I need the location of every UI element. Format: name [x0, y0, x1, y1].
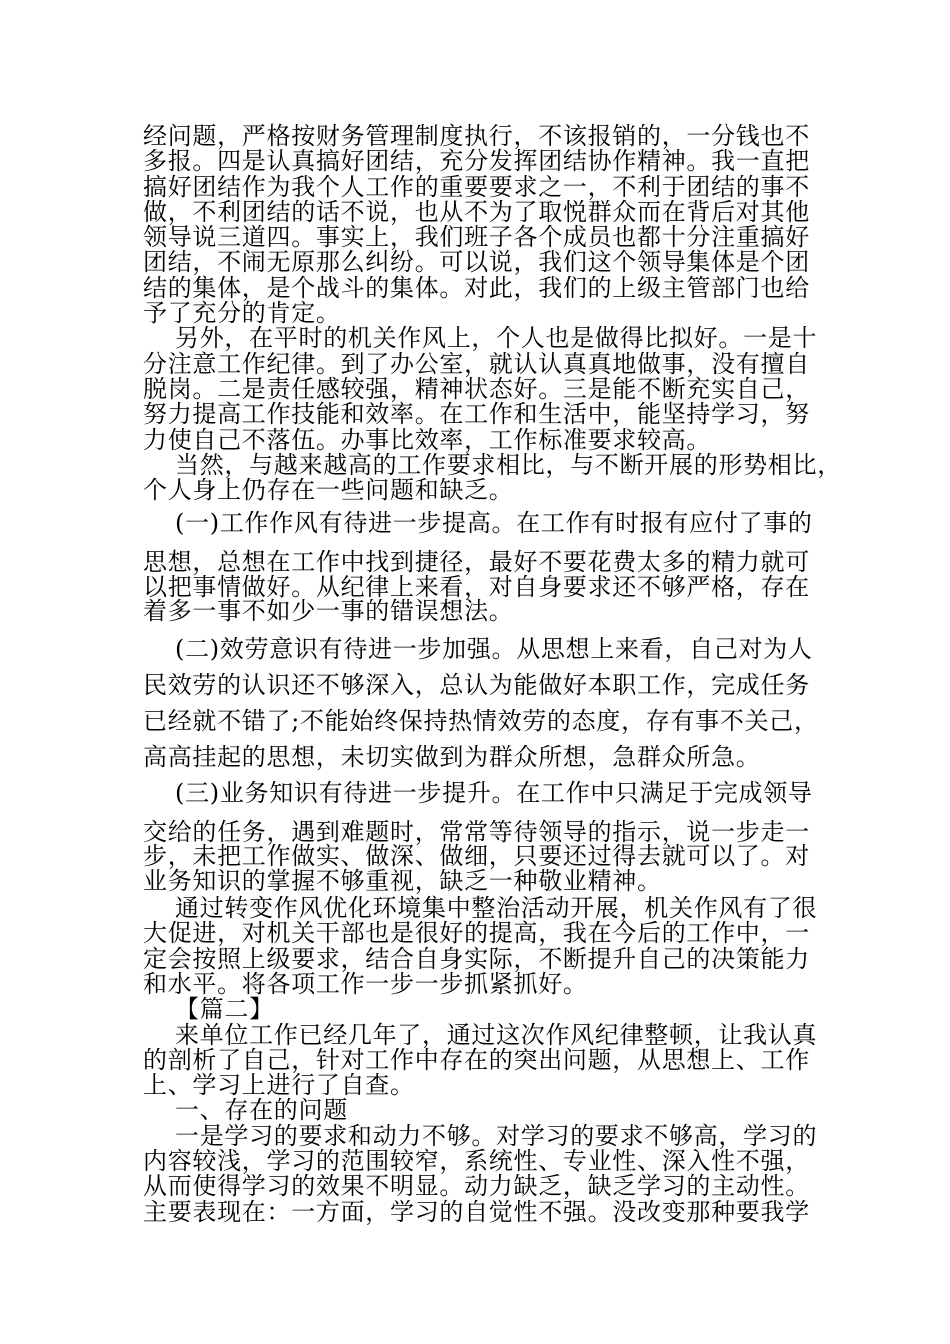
- heading-problems: [143, 1098, 815, 1123]
- text-line: 分注意工作纪律。到了办公室，就认认真真地做事，没有擅自: [143, 349, 810, 378]
- text-line: 通过转变作风优化环境集中整治活动开展，机关作风有了很: [175, 894, 818, 923]
- text-line: 定会按照上级要求，结合自身实际，不断提升自己的决策能力: [143, 944, 810, 973]
- text-line: 【篇二】: [175, 995, 274, 1024]
- text-line: 结的集体，是个战斗的集体。对此，我们的上级主管部门也给: [143, 273, 810, 302]
- text-line: 思想，总想在工作中找到捷径，最好不要花费太多的精力就可: [143, 548, 810, 577]
- text-line: 业务知识的掌握不够重视，缺乏一种敬业精神。: [143, 866, 662, 895]
- text-line: 做，不利团结的话不说，也从不为了取悦群众而在背后对其他: [143, 197, 810, 226]
- document-text: [143, 122, 842, 1226]
- text-line: 高高挂起的思想，未切实做到为群众所想，急群众所急。: [143, 743, 761, 772]
- text-line: 着多一事不如少一事的错误想法。: [143, 596, 514, 625]
- paragraph-work-style: [143, 324, 818, 454]
- paragraph-transition: [143, 450, 842, 505]
- text-line: 步，未把工作做实、做深、做细，只要还过得去就可以了。对: [143, 842, 810, 871]
- text-line: 一是学习的要求和动力不够。对学习的要求不够高，学习的: [175, 1121, 818, 1150]
- text-line: 努力提高工作技能和效率。在工作和生活中，能坚持学习，努: [143, 400, 810, 429]
- text-line: 来单位工作已经几年了，通过这次作风纪律整顿，让我认真: [175, 1020, 818, 1049]
- paragraph-problem-one: [143, 1121, 818, 1226]
- text-line: 已经就不错了;不能始终保持热情效劳的态度，存有事不关己，: [143, 707, 819, 736]
- text-line: 团结，不闹无原那么纠纷。可以说，我们这个领导集体是个团: [143, 248, 810, 277]
- text-line: 内容较浅，学习的范围较窄，系统性、专业性、深入性不强，: [143, 1147, 810, 1176]
- text-line: 另外，在平时的机关作风上，个人也是做得比拟好。一是十: [175, 324, 818, 353]
- text-line: 当然，与越来越高的工作要求相比，与不断开展的形势相比，: [175, 450, 842, 479]
- text-line: 交给的任务，遇到难题时，常常等待领导的指示，说一步走一: [143, 818, 810, 847]
- text-line: 力使自己不落伍。办事比效率，工作标准要求较高。: [143, 425, 712, 454]
- text-line: 经问题，严格按财务管理制度执行，不该报销的，一分钱也不: [143, 122, 810, 150]
- text-line: (一)工作作风有待进一步提高。在工作有时报有应付了事的: [175, 509, 813, 538]
- text-line: 从而使得学习的效果不明显。动力缺乏，缺乏学习的主动性。: [143, 1172, 810, 1201]
- text-line: (二)效劳意识有待进一步加强。从思想上来看，自己对为人: [175, 635, 813, 664]
- text-line: 上、学习上进行了自查。: [143, 1071, 415, 1100]
- paragraph-conclusion-one: [143, 894, 818, 998]
- paragraph-intro-two: [143, 1020, 818, 1100]
- text-line: 个人身上仍存在一些问题和缺乏。: [143, 476, 514, 505]
- text-line: 大促进，对机关干部也是很好的提高，我在今后的工作中，一: [143, 919, 810, 948]
- subsection-one: [143, 511, 815, 623]
- text-line: 民效劳的认识还不够深入，总认为能做好本职工作，完成任务: [143, 671, 810, 700]
- paragraph-continuation: [143, 124, 815, 326]
- text-line: 多报。四是认真搞好团结，充分发挥团结协作精神。我一直把: [143, 147, 810, 176]
- text-line: 以把事情做好。从纪律上来看，对自身要求还不够严格，存在: [143, 572, 810, 601]
- text-line: 脱岗。二是责任感较强，精神状态好。三是能不断充实自己，: [143, 374, 810, 403]
- text-line: 的剖析了自己，针对工作中存在的突出问题，从思想上、工作: [143, 1045, 810, 1074]
- subsection-three: [143, 781, 815, 893]
- text-line: 领导说三道四。事实上，我们班子各个成员也都十分注重搞好: [143, 223, 810, 252]
- text-line: 和水平。将各项工作一步一步抓紧抓好。: [143, 969, 588, 998]
- text-line: 搞好团结作为我个人工作的重要要求之一，不利于团结的事不: [143, 172, 810, 201]
- heading-part-two: [143, 997, 815, 1022]
- text-line: 予了充分的肯定。: [143, 299, 341, 328]
- text-line: (三)业务知识有待进一步提升。在工作中只满足于完成领导: [175, 779, 813, 808]
- text-line: 一、存在的问题: [175, 1096, 348, 1125]
- text-line: 主要表现在：一方面，学习的自觉性不强。没改变那种要我学: [143, 1197, 810, 1226]
- subsection-two: [143, 635, 819, 772]
